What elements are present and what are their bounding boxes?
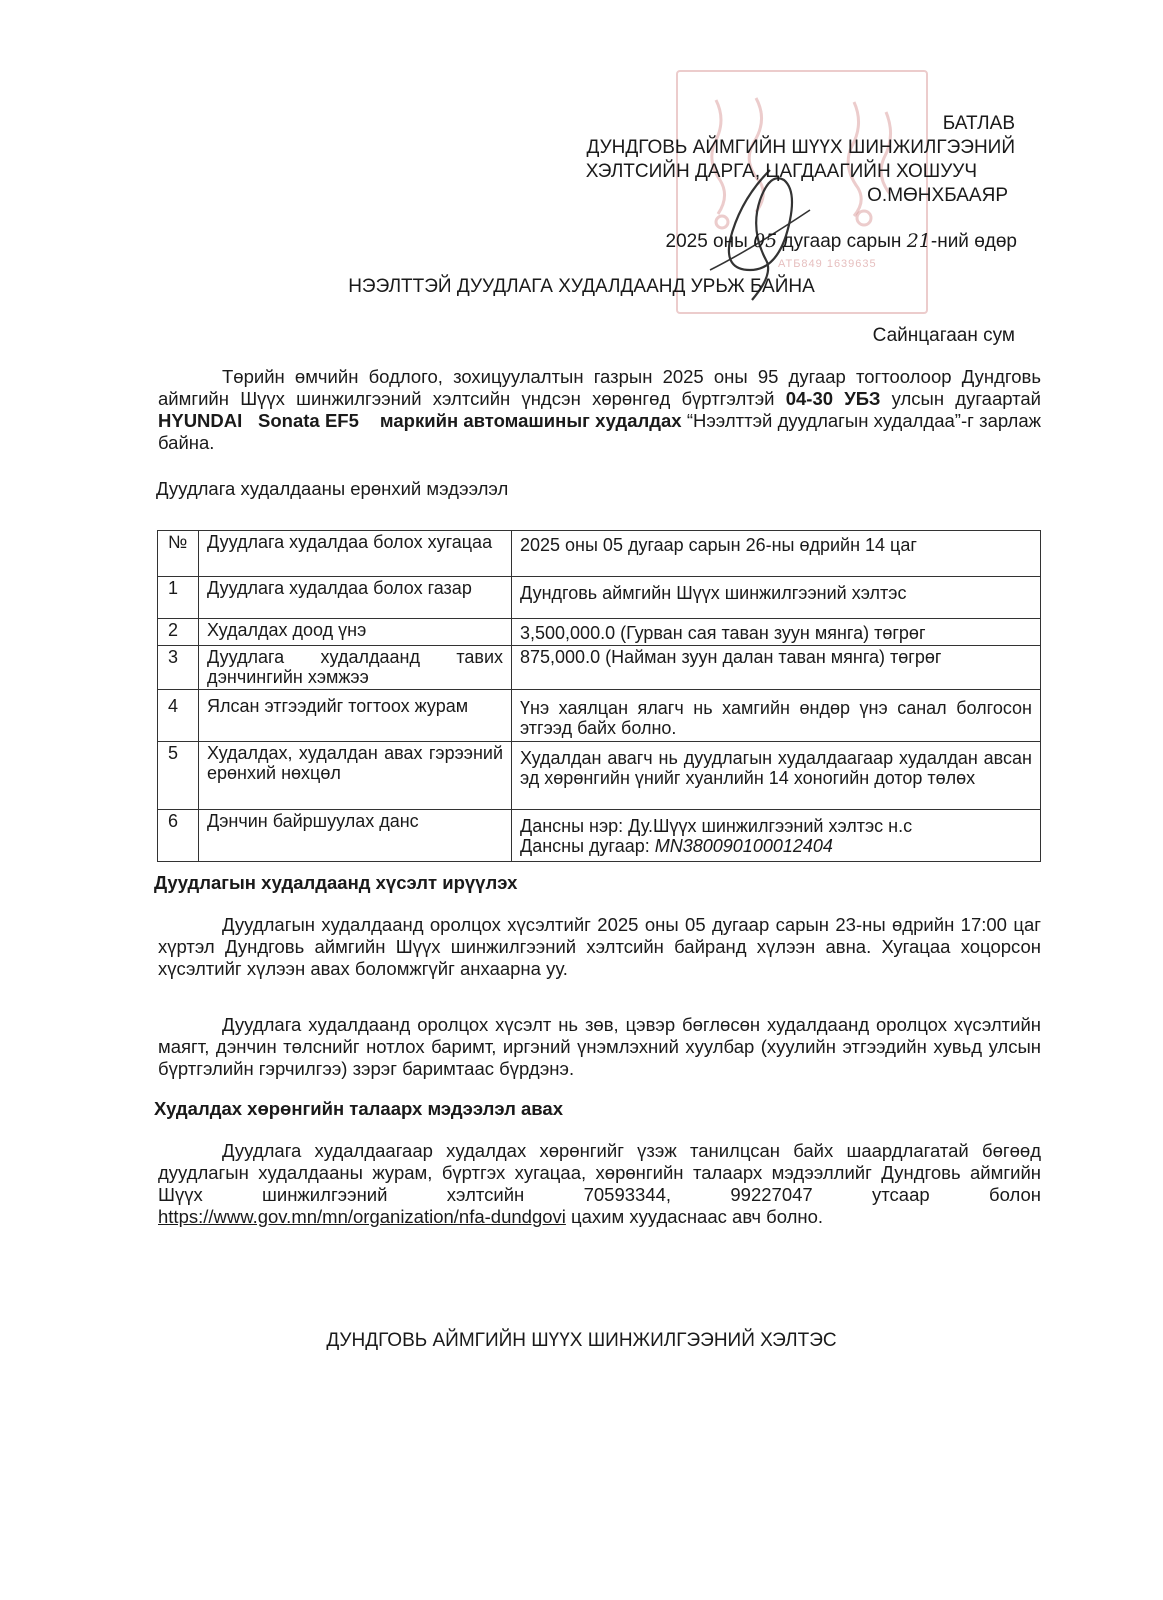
approval-heading: БАТЛАВ (942, 113, 1015, 134)
account-number: MN380090100012404 (654, 836, 833, 856)
row-value: Дундговь аймгийн Шүүх шинжилгээний хэлтэс (512, 577, 1041, 619)
intro-text-2: улсын дугаартай (891, 388, 1042, 409)
row-value: 3,500,000.0 (Гурван сая таван зуун мянга) төгрөг (512, 619, 1041, 646)
info-text-2: цахим хуудаснаас авч болно. (571, 1206, 824, 1227)
date-month: 05 (753, 230, 778, 252)
table-row (158, 577, 1041, 619)
row-value: 2025 оны 05 дугаар сарын 26-ны өдрийн 14 цаг (512, 531, 1041, 577)
general-info-label: Дуудлага худалдааны ерөнхий мэдээлэл (156, 478, 509, 499)
approval-position: ХЭЛТСИЙН ДАРГА, ЦАГДААГИЙН ХОШУУЧ (585, 161, 977, 182)
stamp-number: АТБ849 1639635 (778, 258, 877, 270)
row-label: Худалдах доод үнэ (199, 619, 512, 646)
row-label: Дуудлага худалдаанд тавих дэнчингийн хэмжээ (199, 646, 512, 690)
table-row (158, 810, 1041, 862)
date-mid: дугаар сарын (782, 231, 902, 252)
vehicle-model: HYUNDAI Sonata EF5 маркийн автомашиныг худалдах (158, 410, 682, 431)
row-number: 3 (158, 646, 199, 690)
issuing-department: ДУНДГОВЬ АЙМГИЙН ШҮҮХ ШИНЖИЛГЭЭНИЙ ХЭЛТЭС (326, 1330, 837, 1351)
table-row (158, 646, 1041, 690)
request-paragraph-2 (158, 1014, 1041, 1080)
row-label: Ялсан этгээдийг тогтоох журам (199, 690, 512, 742)
table-row (158, 619, 1041, 646)
request-text-2: Дуудлага худалдаанд оролцох хүсэлт нь зөв, цэвэр бөглөсөн худалдаанд оролцох хүсэлтийн маягт, дэнчин төлснийг нотлох баримт, иргэний үнэмлэхний хуулбар (хуулийн этгээдийн хувьд улсын бүртгэлийн гэрчилгээ) зэрэг баримтаас бүрдэнэ. (158, 1014, 1041, 1079)
table-row (158, 531, 1041, 577)
row-label: Дэнчин байршуулах данс (199, 810, 512, 862)
section-info-heading: Худалдах хөрөнгийн талаарх мэдээлэл авах (154, 1098, 563, 1119)
row-label: Худалдах, худалдан авах гэрээний ерөнхий нөхцөл (199, 742, 512, 810)
date-day: 21 (906, 230, 931, 252)
info-text-1: Дуудлага худалдаагаар худалдах хөрөнгийг үзэж танилцсан байх шаардлагатай бөгөөд дуудлагын худалдааны журам, бүртгэх хугацаа, хөрөнгийн талаарх мэдээллийг Дундговь аймгийн Шүүх шинжилгээний хэлтсийн 70593344, 99227047 утсаар болон (158, 1140, 1041, 1205)
info-paragraph (158, 1140, 1041, 1228)
account-number-line (520, 836, 1032, 856)
plate-number: 04-30 УБЗ (785, 388, 881, 409)
row-label: Дуудлага худалдаа болох хугацаа (199, 531, 512, 577)
approval-date (666, 229, 1017, 254)
account-name: Дансны нэр: Ду.Шүүх шинжилгээний хэлтэс н.с (520, 816, 913, 836)
approval-name: О.МӨНХБААЯР (867, 185, 1008, 206)
row-number: № (158, 531, 199, 577)
row-number: 1 (158, 577, 199, 619)
date-suffix: -ний өдөр (930, 231, 1017, 252)
row-value: Худалдан авагч нь дуудлагын худалдаагаар худалдан авсан эд хөрөнгийн үнийг хуанлийн 14 хоногийн дотор төлөх (512, 742, 1041, 810)
location: Сайнцагаан сум (872, 325, 1015, 346)
row-value (512, 810, 1041, 862)
table-row (158, 690, 1041, 742)
row-number: 5 (158, 742, 199, 810)
date-prefix: 2025 оны (665, 231, 748, 252)
row-number: 4 (158, 690, 199, 742)
request-paragraph-1 (158, 914, 1041, 980)
request-text-1: Дуудлагын худалдаанд оролцох хүсэлтийг 2025 оны 05 дугаар сарын 23-ны өдрийн 17:00 цаг хүртэл Дундговь аймгийн Шүүх шинжилгээний хэлтсийн байранд хүлээн авна. Хугацаа хоцорсон хүсэлтийг хүлээн авах боломжгүйг анхаарна уу. (158, 914, 1041, 979)
document-title: НЭЭЛТТЭЙ ДУУДЛАГА ХУДАЛДААНД УРЬЖ БАЙНА (348, 276, 815, 297)
intro-paragraph (158, 366, 1041, 454)
section-request-heading: Дуудлагын худалдаанд хүсэлт ирүүлэх (154, 872, 518, 893)
row-value: 875,000.0 (Найман зуун далан таван мянга) төгрөг (512, 646, 1041, 690)
intro-text-1: Төрийн өмчийн бодлого, зохицуулалтын газрын 2025 оны 95 дугаар тогтоолоор Дундговь аймгийн Шүүх шинжилгээний хэлтсийн үндсэн хөрөнгөд бүртгэлтэй (158, 366, 1041, 409)
table-row (158, 742, 1041, 810)
approval-department: ДУНДГОВЬ АЙМГИЙН ШҮҮХ ШИНЖИЛГЭЭНИЙ (586, 137, 1015, 158)
row-number: 2 (158, 619, 199, 646)
auction-info-table (157, 530, 1041, 862)
row-label: Дуудлага худалдаа болох газар (199, 577, 512, 619)
row-value: Үнэ хаялцан ялагч нь хамгийн өндөр үнэ санал болгосон этгээд байх болно. (512, 690, 1041, 742)
intro-text-3: “Нээлттэй дуудлагын худалдаа”-г зарлаж байна. (158, 410, 1042, 453)
row-number: 6 (158, 810, 199, 862)
website-link[interactable]: https://www.gov.mn/mn/organization/nfa-dundgovi (158, 1206, 566, 1227)
account-number-label: Дансны дугаар: (520, 836, 650, 856)
